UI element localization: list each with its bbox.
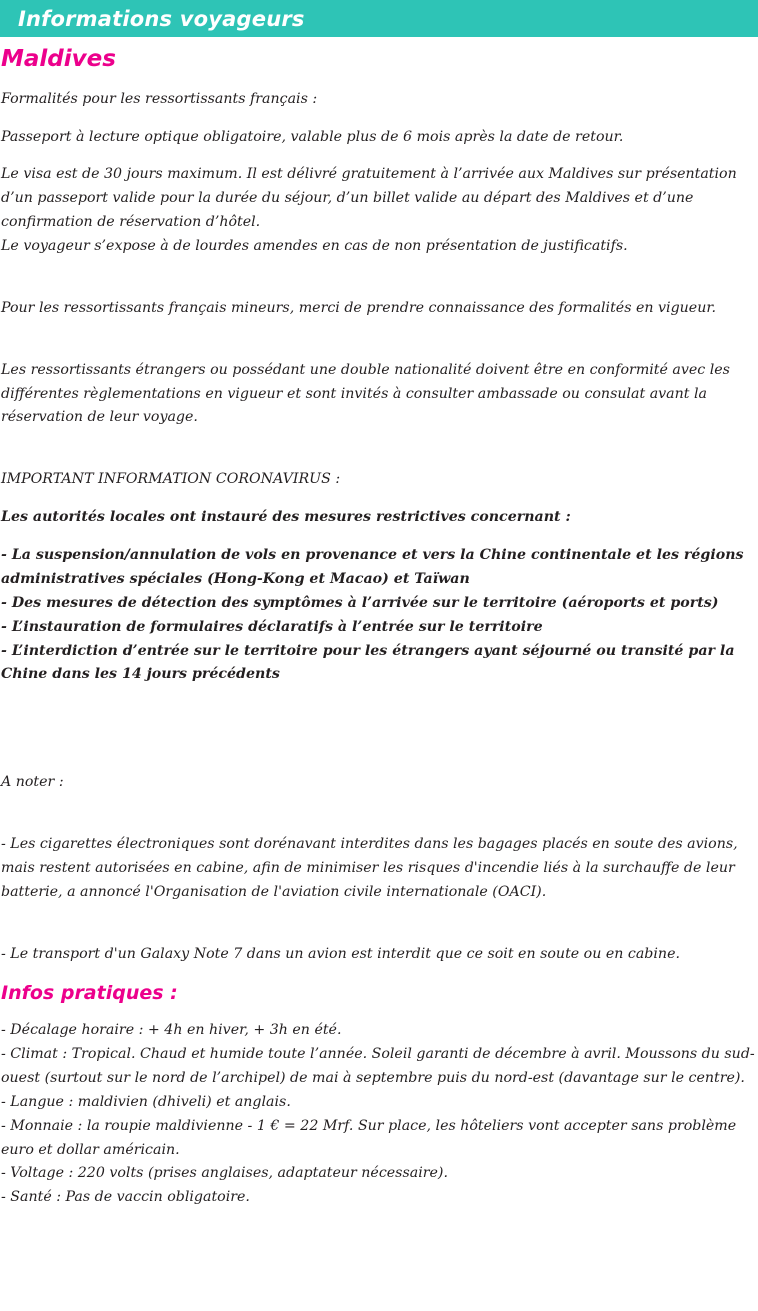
destination-title: Maldives [1, 46, 116, 72]
coronavirus-item: - L’instauration de formulaires déclaratifs à l’entrée sur le territoire [1, 618, 543, 635]
coronavirus-item: - L’interdiction d’entrée sur le territoire pour les étrangers ayant séjourné ou transité par la Chine dans les 14 jours précédents [1, 642, 735, 683]
practical-item: - Décalage horaire : + 4h en hiver, + 3h en été. [1, 1022, 342, 1039]
spacer [1, 259, 757, 297]
spacer [1, 149, 757, 163]
spacer [1, 74, 757, 88]
visa-requirement: Le visa est de 30 jours maximum. Il est délivré gratuitement à l’arrivée aux Maldives sur présentation d’un passeport valide pour la durée du séjour, d’un billet valide au départ des Maldives et d’une confirmation de réservation d’hôtel. [1, 166, 737, 231]
coronavirus-intro: Les autorités locales ont instauré des mesures restrictives concernant : [1, 509, 571, 526]
page-header [0, 0, 758, 37]
coronavirus-item: - Des mesures de détection des symptômes à l’arrivée sur le territoire (aéroports et ports) [1, 594, 719, 611]
spacer [1, 430, 757, 468]
spacer [1, 967, 757, 981]
practical-item: - Monnaie : la roupie maldivienne - 1 € = 22 Mrf. Sur place, les hôteliers vont accepter sans problème euro et dollar américain. [1, 1117, 737, 1158]
document-body [0, 45, 758, 1210]
practical-item: - Climat : Tropical. Chaud et humide toute l’année. Soleil garanti de décembre à avril. Moussons du sud-ouest (surtout sur le nord de l’archipel) de mai à septembre puis du nord-est (davantage sur le centre). [1, 1046, 755, 1086]
minors-notice: Pour les ressortissants français mineurs, merci de prendre connaissance des formalités en vigueur. [1, 299, 717, 316]
practical-item: - Langue : maldivien (dhiveli) et anglais. [1, 1093, 291, 1110]
coronavirus-title: IMPORTANT INFORMATION CORONAVIRUS : [1, 471, 341, 488]
note-cigarettes: - Les cigarettes électroniques sont dorénavant interdites dans les bagages placés en soute des avions, mais restent autorisées en cabine, afin de minimiser les risques d'incendie liés à la surchauffe de leur batterie, a annoncé l'Organisation de l'aviation civile internationale (OACI). [1, 836, 738, 900]
spacer [1, 749, 757, 771]
foreigners-notice: Les ressortissants étrangers ou possédant une double nationalité doivent être en conformité avec les différentes règlementations en vigueur et sont invités à consulter ambassade ou consulat avant la réservation de leur voyage. [1, 361, 730, 426]
spacer [1, 905, 757, 943]
spacer [1, 1005, 757, 1019]
spacer [1, 321, 757, 359]
formalities-intro: Formalités pour les ressortissants français : [1, 90, 318, 107]
practical-info-title: Infos pratiques : [1, 981, 178, 1004]
practical-item: - Voltage : 220 volts (prises anglaises, adaptateur nécessaire). [1, 1165, 448, 1182]
spacer [1, 492, 757, 506]
passport-requirement: Passeport à lecture optique obligatoire, valable plus de 6 mois après la date de retour. [1, 128, 624, 145]
spacer [1, 530, 757, 544]
spacer [1, 687, 757, 749]
spacer [1, 795, 757, 833]
practical-item: - Santé : Pas de vaccin obligatoire. [1, 1189, 250, 1206]
note-galaxy: - Le transport d'un Galaxy Note 7 dans un avion est interdit que ce soit en soute ou en cabine. [1, 945, 680, 962]
page-header-title: Informations voyageurs [18, 6, 305, 31]
fines-warning: Le voyageur s’expose à de lourdes amendes en cas de non présentation de justificatifs. [1, 238, 628, 255]
coronavirus-item: - La suspension/annulation de vols en provenance et vers la Chine continentale et les régions administratives spéciales (Hong-Kong et Macao) et Taïwan [1, 547, 744, 587]
note-title: A noter : [1, 774, 64, 791]
spacer [1, 112, 757, 126]
